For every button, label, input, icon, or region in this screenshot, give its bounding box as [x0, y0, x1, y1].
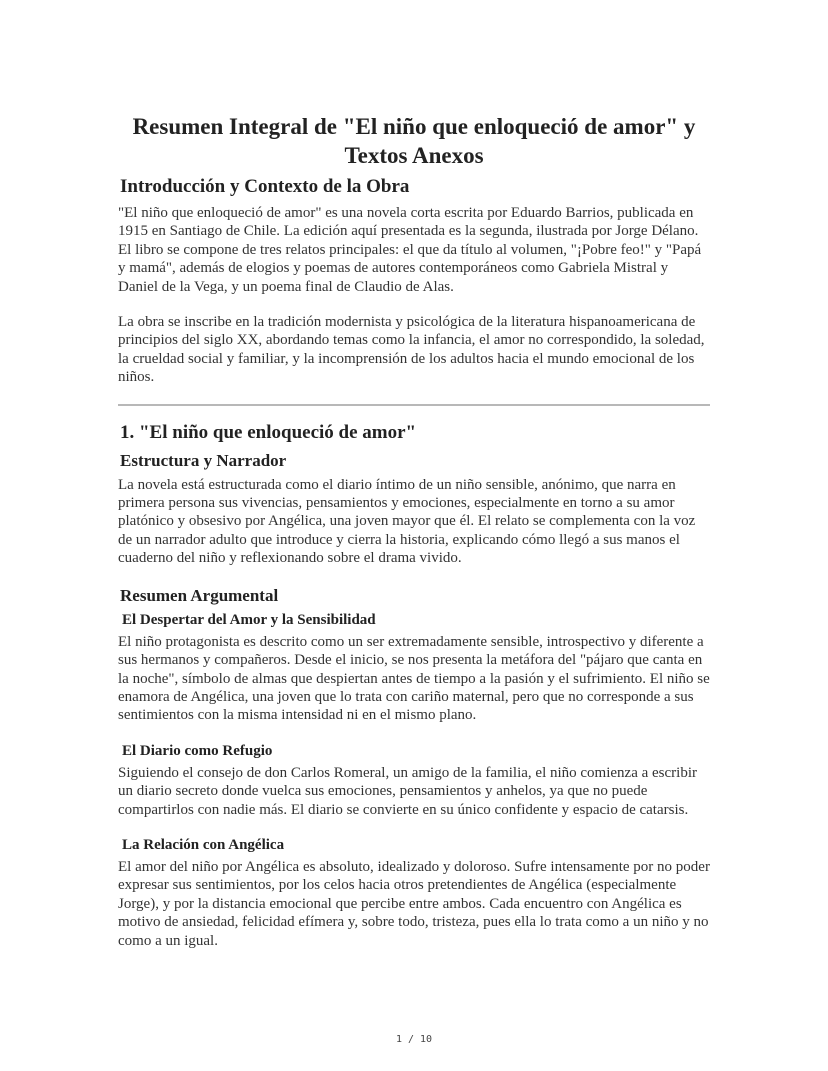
- paragraph-estructura: La novela está estructurada como el diario íntimo de un niño sensible, anónimo, que narra en primera persona sus vivencias, pensamientos y emociones, especialmente en torno a su amor platónico y obsesivo por Angélica, una joven mayor que él. El relato se complementa con la voz de un narrador adulto que introduce y cierra la historia, explicando cómo llegó a sus manos el cuaderno del niño y reflexionando sobre el drama vivido.: [118, 476, 696, 567]
- subsection-heading-resumen-argumental: Resumen Argumental: [120, 585, 279, 605]
- paragraph-diario: Siguiendo el consejo de don Carlos Romeral, un amigo de la familia, el niño comienza a escribir un diario secreto donde vuelca sus emociones, pensamientos y anhelos, ya que no puede compartirlos con nadie más. El diario se convierte en su único confidente y espacio de catarsis.: [118, 764, 698, 818]
- page-number: 1 / 10: [395, 1034, 433, 1045]
- paragraph-intro-1: "El niño que enloqueció de amor" es una novela corta escrita por Eduardo Barrios, publicada en 1915 en Santiago de Chile. La edición aquí presentada es la segunda, ilustrada por Jorge Délano. El libro se compone de tres relatos principales: el que da título al volumen, "¡Pobre feo!" y "Papá y mamá", además de elogios y poemas de autores contemporáneos como Gabriela Mistral y Daniel de la Vega, y un poema final de Claudio de Alas.: [118, 205, 702, 295]
- section-divider: [118, 404, 710, 406]
- paragraph-despertar: El niño protagonista es descrito como un ser extremadamente sensible, introspectivo y diferente a sus hermanos y compañeros. Desde el inicio, se nos presenta la metáfora del "pájaro que canta en la noche", símbolo de almas que despiertan antes de tiempo a la pasión y el sufrimiento. El niño se enamora de Angélica, una joven que lo trata con cariño maternal, pero que no corresponde a sus sentimientos con la misma intensidad ni en el mismo plano.: [118, 633, 710, 724]
- subsubsection-heading-diario: El Diario como Refugio: [122, 742, 273, 759]
- paragraph-relacion: El amor del niño por Angélica es absoluto, idealizado y doloroso. Sufre intensamente por no poder expresar sus sentimientos, por los celos hacia otros pretendientes de Angélica (especialmente Jorge), y por la distancia emocional que percibe entre ambos. Cada encuentro con Angélica es motivo de ansiedad, felicidad efímera y, sobre todo, tristeza, pues ella lo trata como a un niño y no como a un igual.: [118, 858, 710, 949]
- section-heading-1: 1. "El niño que enloqueció de amor": [120, 421, 417, 443]
- paragraph-intro-2: La obra se inscribe en la tradición modernista y psicológica de la literatura hispanoamericana de principios del siglo XX, abordando temas como la infancia, el amor no correspondido, la soledad, la crueldad social y familiar, y la incomprensión de los adultos hacia el mundo emocional de los niños.: [118, 314, 705, 386]
- subsubsection-heading-despertar: El Despertar del Amor y la Sensibilidad: [122, 611, 376, 628]
- document-title: Resumen Integral de "El niño que enloqueció de amor" y Textos Anexos: [132, 114, 696, 168]
- section-heading-introduccion: Introducción y Contexto de la Obra: [120, 176, 410, 197]
- document-content: [118, 112, 710, 967]
- subsection-heading-estructura: Estructura y Narrador: [120, 450, 287, 470]
- subsubsection-heading-relacion: La Relación con Angélica: [122, 836, 285, 853]
